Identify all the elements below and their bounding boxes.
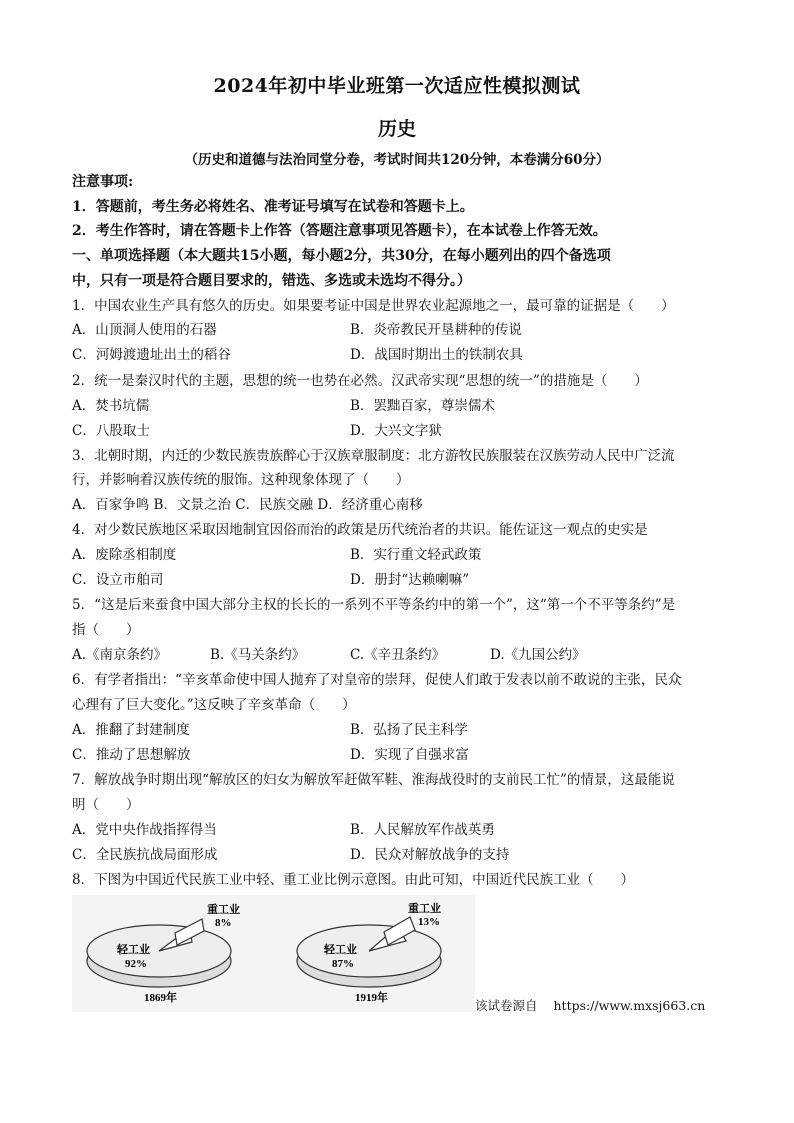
source-url[interactable]: https://www.mxsj663.cn <box>553 998 706 1013</box>
heavy-label-1919: 重工业 <box>408 903 441 915</box>
notice-item-1: 1．答题前，考生务必将姓名、准考证号填写在试卷和答题卡上。 <box>72 199 474 215</box>
question-6-stem: 6．有学者指出：“辛亥革命使中国人抛弃了对皇帝的崇拜，促使人们敢于发表以前不敢说的主张，民众 <box>72 672 682 688</box>
notice-heading: 注意事项: <box>72 174 134 190</box>
q7-option-b: B．人民解放军作战英勇 <box>350 822 495 838</box>
heavy-pct-1919: 13% <box>418 916 440 928</box>
q6-option-a: A．推翻了封建制度 <box>72 722 190 738</box>
subject-title: 历史 <box>377 118 416 140</box>
q4-option-d: D．册封“达赖喇嘛” <box>350 572 470 588</box>
section-heading: 一、单项选择题（本大题共15小题，每小题2分，共30分，在每小题列出的四个备选项 <box>72 248 611 264</box>
q7-option-d: D．民众对解放战争的支持 <box>350 847 510 863</box>
q5-option-b: B.《马关条约》 <box>210 647 306 663</box>
question-2-stem: 2．统一是秦汉时代的主题，思想的统一也势在必然。汉武帝实现“思想的统一”的措施是（ ） <box>72 373 648 389</box>
notice-item-2: 2．考生作答时，请在答题卡上作答（答题注意事项见答题卡），在本试卷上作答无效。 <box>72 223 607 239</box>
question-5-stem: 5．“这是后来蚕食中国大部分主权的长长的一系列不平等条约中的第一个”，这“第一个不平等条约”是 <box>72 597 676 613</box>
exam-note: （历史和道德与法治同堂分卷，考试时间共120分钟，本卷满分60分） <box>184 152 610 168</box>
q5-option-d: D.《九国公约》 <box>490 647 586 663</box>
light-pct-1869: 92% <box>125 958 147 970</box>
industry-pie-figure <box>72 895 475 1012</box>
q7-option-a: A．党中央作战指挥得当 <box>72 822 217 838</box>
q2-option-b: B．罢黜百家，尊崇儒术 <box>350 398 495 414</box>
q7-option-c: C．全民族抗战局面形成 <box>72 847 218 863</box>
light-label-1869: 轻工业 <box>117 944 150 956</box>
q2-option-c: C．八股取士 <box>72 423 150 439</box>
question-3-stem-cont: 行，并影响着汉族传统的服饰。这种现象体现了（ ） <box>72 472 410 488</box>
question-1-stem: 1．中国农业生产具有悠久的历史。如果要考证中国是世界农业起源地之一，最可靠的证据是（ ） <box>72 298 675 314</box>
source-label: 该试卷源自 <box>475 998 538 1013</box>
q1-option-d: D．战国时期出土的铁制农具 <box>350 347 523 363</box>
q1-option-c: C．河姆渡遗址出土的稻谷 <box>72 347 231 363</box>
section-heading-cont: 中，只有一项是符合题目要求的，错选、多选或未选均不得分。） <box>72 273 471 289</box>
question-7-stem: 7．解放战争时期出现“解放区的妇女为解放军赶做军鞋、淮海战役时的支前民工忙”的情景，这最能说 <box>72 772 675 788</box>
q1-option-a: A．山顶洞人使用的石器 <box>72 322 217 338</box>
light-label-1919: 轻工业 <box>324 944 357 956</box>
pie-charts-svg <box>72 895 475 1012</box>
heavy-pct-1869: 8% <box>215 917 232 929</box>
question-6-stem-cont: 心理有了巨大变化。”这反映了辛亥革命（ ） <box>72 697 356 713</box>
question-7-stem-cont: 明（ ） <box>72 797 140 813</box>
q1-option-b: B．炎帝教民开垦耕种的传说 <box>350 322 522 338</box>
q4-option-c: C．设立市舶司 <box>72 572 164 588</box>
exam-title: 2024年初中毕业班第一次适应性模拟测试 <box>213 75 581 97</box>
pie-chart-1919 <box>297 901 441 1004</box>
q2-option-a: A．焚书坑儒 <box>72 398 150 414</box>
heavy-label-1869: 重工业 <box>207 904 240 916</box>
pie-chart-1869 <box>87 902 240 1004</box>
q2-option-d: D．大兴文字狱 <box>350 423 442 439</box>
q5-option-a: A.《南京条约》 <box>72 647 168 663</box>
year-label-1869: 1869年 <box>144 992 177 1004</box>
question-5-stem-cont: 指（ ） <box>72 622 140 638</box>
question-4-stem: 4．对少数民族地区采取因地制宜因俗而治的政策是历代统治者的共识。能佐证这一观点的史实是 <box>72 522 648 538</box>
source-footer <box>475 996 717 1014</box>
question-8-stem: 8．下图为中国近代民族工业中轻、重工业比例示意图。由此可知，中国近代民族工业（ ） <box>72 872 635 888</box>
q4-option-b: B．实行重文轻武政策 <box>350 547 482 563</box>
q6-option-d: D．实现了自强求富 <box>350 747 469 763</box>
q5-option-c: C.《辛丑条约》 <box>350 647 446 663</box>
year-label-1919: 1919年 <box>355 992 388 1004</box>
q3-options: A．百家争鸣 B．文景之治 C．民族交融 D．经济重心南移 <box>72 497 423 513</box>
q6-option-b: B．弘扬了民主科学 <box>350 722 468 738</box>
q6-option-c: C．推动了思想解放 <box>72 747 191 763</box>
q4-option-a: A．废除丞相制度 <box>72 547 177 563</box>
question-3-stem: 3．北朝时期，内迁的少数民族贵族醉心于汉族章服制度：北方游牧民族服装在汉族劳动人民中广泛流 <box>72 448 675 464</box>
light-pct-1919: 87% <box>332 958 354 970</box>
